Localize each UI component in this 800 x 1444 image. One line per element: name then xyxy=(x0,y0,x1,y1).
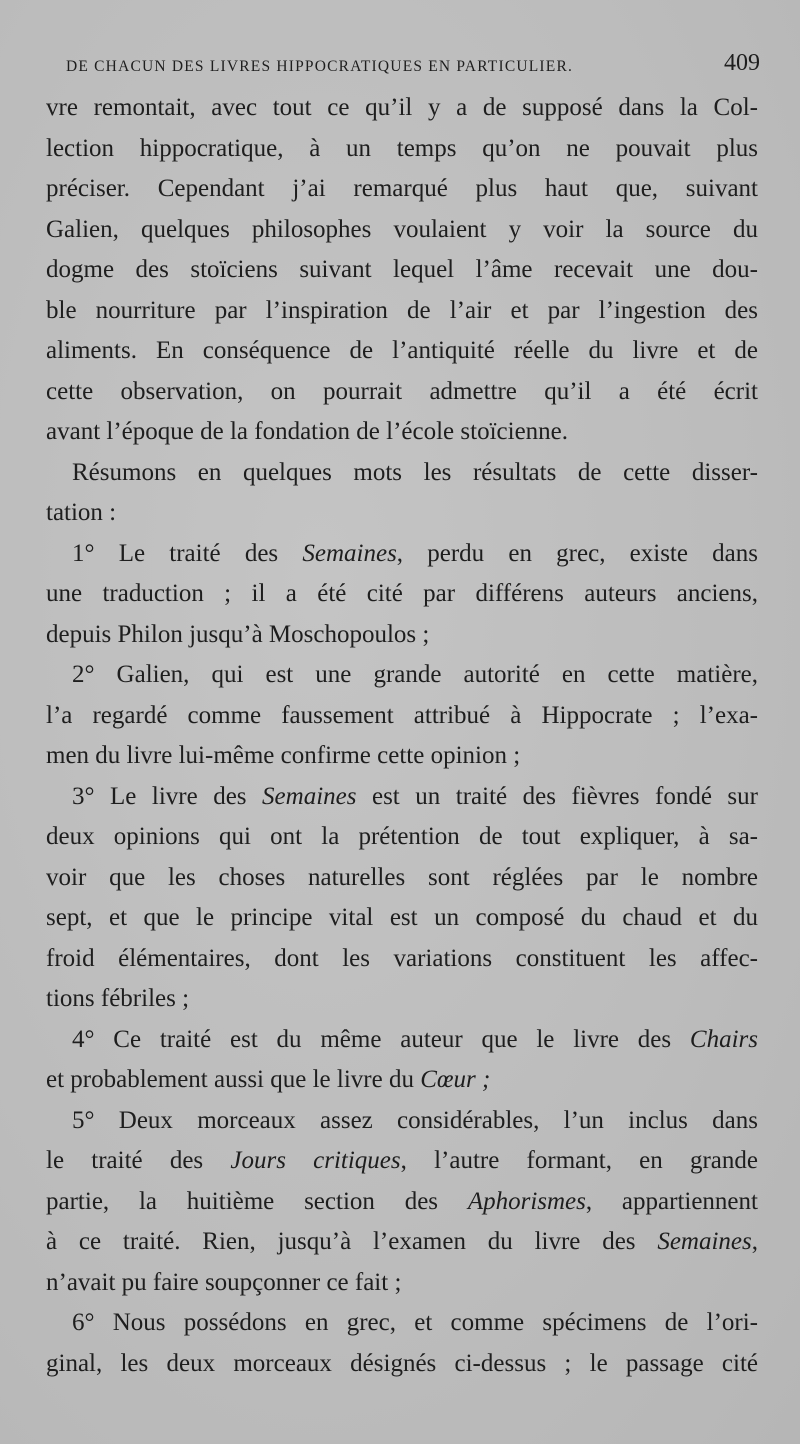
running-head: DE CHACUN DES LIVRES HIPPOCRATIQUES EN PARTICULIER. xyxy=(66,58,574,75)
text-segment: , perdu en grec, existe dans xyxy=(396,539,758,567)
text-segment: 5° Deux morceaux assez considérables, l’un inclus dans xyxy=(72,1106,758,1134)
text-line xyxy=(46,1344,758,1385)
text-segment: préciser. Cependant j’ai remarqué plus haut que, suivant xyxy=(46,175,758,202)
text-line xyxy=(46,453,758,494)
text-line xyxy=(46,372,758,413)
text-line xyxy=(46,1060,758,1101)
text-segment: aliments. En conséquence de l’antiquité réelle du livre et de xyxy=(46,337,758,364)
text-line xyxy=(46,169,758,210)
text-line xyxy=(46,291,758,332)
text-line xyxy=(46,939,758,980)
text-line xyxy=(46,1263,758,1304)
text-segment: et probablement aussi que le livre du xyxy=(46,1066,421,1093)
text-segment: lection hippocratique, à un temps qu’on ne pouvait plus xyxy=(46,134,758,162)
text-segment: 4° Ce traité est du même auteur que le livre des xyxy=(72,1025,690,1053)
italic-segment: Semaines xyxy=(657,1228,752,1255)
body-text xyxy=(46,88,758,1384)
text-segment: est un traité des fièvres fondé sur xyxy=(356,782,758,810)
page-header xyxy=(66,48,760,84)
text-line xyxy=(46,1182,758,1223)
text-segment: 1° Le traité des xyxy=(72,539,303,567)
text-segment: 6° Nous possédons en grec, et comme spécimens de l’ori- xyxy=(72,1309,758,1336)
text-segment: l’a regardé comme faussement attribué à Hippocrate ; l’exa- xyxy=(46,701,758,729)
italic-segment: Semaines xyxy=(302,539,397,567)
italic-segment: Chairs xyxy=(689,1025,758,1053)
text-segment: dogme des stoïciens suivant lequel l’âme recevait une dou- xyxy=(46,256,758,283)
text-segment: n’avait pu faire soupçonner ce fait ; xyxy=(46,1268,402,1296)
text-line xyxy=(46,817,758,858)
text-line xyxy=(46,88,758,129)
text-line xyxy=(46,412,758,453)
text-segment: depuis Philon jusqu’à Moschopoulos ; xyxy=(46,620,430,648)
text-line xyxy=(46,736,758,777)
text-line xyxy=(46,574,758,615)
text-line xyxy=(46,1101,758,1142)
text-segment: tation : xyxy=(46,499,117,526)
text-segment: deux opinions qui ont la prétention de tout expliquer, à sa- xyxy=(46,823,758,850)
text-line xyxy=(46,250,758,291)
italic-segment: Cœur ; xyxy=(420,1066,491,1093)
text-segment: 2° Galien, qui est une grande autorité en cette matière, xyxy=(72,661,758,688)
text-segment: Résumons en quelques mots les résultats de cette disser- xyxy=(72,458,758,486)
text-line xyxy=(46,331,758,372)
text-line xyxy=(46,696,758,737)
text-segment: froid élémentaires, dont les variations constituent les affec- xyxy=(46,944,758,972)
text-segment: une traduction ; il a été cité par différens auteurs anciens, xyxy=(46,580,758,607)
text-segment: le traité des xyxy=(46,1147,231,1174)
text-segment: ble nourriture par l’inspiration de l’air et par l’ingestion des xyxy=(46,296,758,324)
text-segment: tions fébriles ; xyxy=(46,985,190,1012)
text-line xyxy=(46,1222,758,1263)
text-line xyxy=(46,129,758,170)
text-line xyxy=(46,979,758,1020)
text-line xyxy=(46,493,758,534)
text-segment: sept, et que le principe vital est un composé du chaud et du xyxy=(46,904,758,931)
text-line xyxy=(46,1303,758,1344)
page-number: 409 xyxy=(724,50,760,76)
text-line xyxy=(46,655,758,696)
text-segment: partie, la huitième section des xyxy=(46,1187,468,1215)
text-line xyxy=(46,1020,758,1061)
text-segment: , xyxy=(751,1228,758,1255)
text-segment: à ce traité. Rien, jusqu’à l’examen du livre des xyxy=(46,1228,658,1255)
text-segment: , l’autre formant, en grande xyxy=(400,1147,758,1174)
text-line xyxy=(46,534,758,575)
text-segment: , appartiennent xyxy=(585,1187,758,1215)
text-line xyxy=(46,615,758,656)
text-line xyxy=(46,858,758,899)
italic-segment: Semaines xyxy=(262,782,357,810)
italic-segment: Aphorismes xyxy=(467,1187,586,1215)
text-line xyxy=(46,1141,758,1182)
text-segment: voir que les choses naturelles sont réglées par le nombre xyxy=(46,863,758,891)
text-line xyxy=(46,898,758,939)
text-segment: ginal, les deux morceaux désignés ci-dessus ; le passage cité xyxy=(46,1349,758,1377)
text-line xyxy=(46,777,758,818)
text-segment: avant l’époque de la fondation de l’école stoïcienne. xyxy=(46,418,569,445)
text-segment: Galien, quelques philosophes voulaient y voir la source du xyxy=(46,215,758,243)
text-segment: men du livre lui-même confirme cette opinion ; xyxy=(46,742,521,769)
text-segment: 3° Le livre des xyxy=(72,782,263,810)
text-segment: vre remontait, avec tout ce qu’il y a de supposé dans la Col- xyxy=(46,94,758,121)
italic-segment: Jours critiques xyxy=(230,1147,401,1174)
text-segment: cette observation, on pourrait admettre qu’il a été écrit xyxy=(46,377,758,405)
text-line xyxy=(46,210,758,251)
